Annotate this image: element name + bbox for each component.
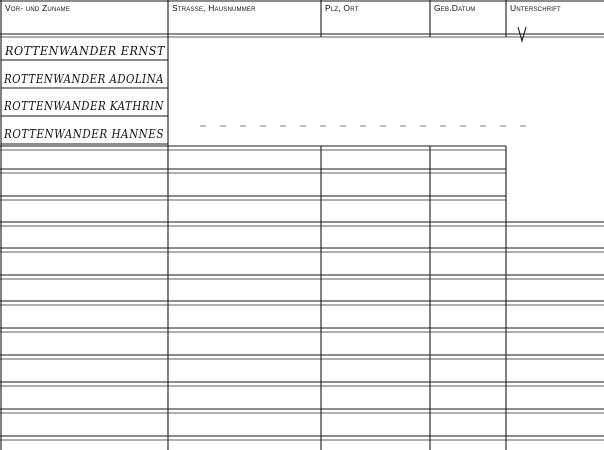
entry-name: ROTTENWANDER HANNES — [3, 126, 164, 141]
header-name: Vor- und Zuname — [5, 3, 71, 13]
entry-name: ROTTENWANDER ERNST — [4, 43, 166, 58]
header-signature: Unterschrift — [510, 3, 561, 13]
header-birthdate: Geb.Datum — [434, 3, 476, 13]
entry-name: ROTTENWANDER KATHRIN — [3, 98, 165, 113]
empty-rows — [0, 146, 604, 440]
entry-name: ROTTENWANDER ADOLINA — [3, 71, 164, 86]
header-city: Plz, Ort — [325, 3, 359, 13]
header-street: Strasse, Hausnummer — [172, 3, 256, 13]
